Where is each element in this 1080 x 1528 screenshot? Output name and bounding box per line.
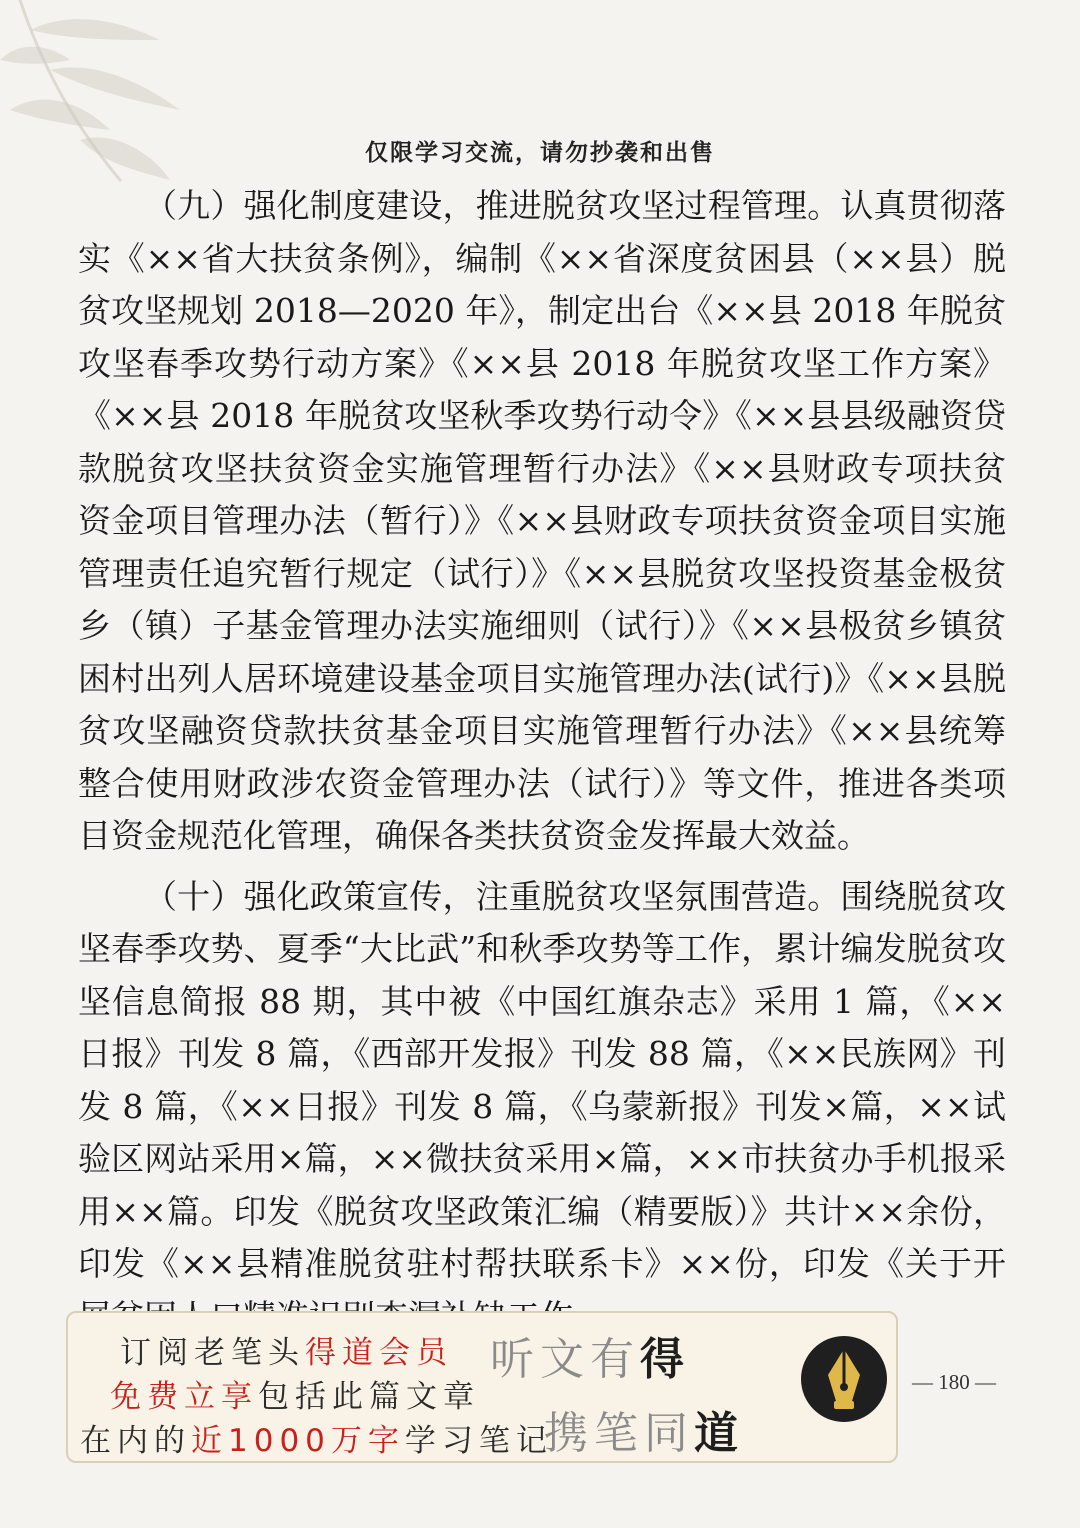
slogan-text: 携笔同 — [544, 1408, 694, 1459]
paragraph-10: （十）强化政策宣传，注重脱贫攻坚氛围营造。围绕脱贫攻坚春季攻势、夏季“大比武”和秋季攻势等工作，累计编发脱贫攻坚信息简报 88 期，其中被《中国红旗杂志》采用 1 篇，《××日报》刊发 8 篇，《西部开发报》刊发 88 篇，《××民族网》刊发 8 篇，《××日报》刊发 8 篇，《乌蒙新报》刊发×篇，××试验区网站采用×篇，××微扶贫采用×篇，××市扶贫办手机报采用××篇。印发《脱贫攻坚政策汇编（精要版）》共计××余份，印发《××县精准脱贫驻村帮扶联系卡》××份，印发《关于开 — [78, 876, 1006, 1283]
banner-slogan-2 — [544, 1397, 744, 1461]
banner-line-3 — [80, 1415, 553, 1460]
subscription-banner[interactable] — [66, 1311, 898, 1463]
slogan-char: 道 — [694, 1408, 744, 1459]
banner-line-2 — [110, 1371, 480, 1416]
banner-line-1 — [120, 1327, 453, 1372]
banner-slogan-1 — [490, 1323, 690, 1387]
banner-highlight: 得道会员 — [305, 1335, 453, 1371]
banner-highlight: 免费立享 — [110, 1379, 258, 1415]
slogan-char: 得 — [640, 1334, 690, 1385]
slogan-text: 听文有 — [490, 1334, 640, 1385]
banner-highlight: 近1000万字 — [191, 1423, 405, 1459]
page-number: — 180 — — [904, 1370, 1004, 1395]
watermark-header: 仅限学习交流，请勿抄袭和出售 — [365, 140, 715, 166]
banner-text: 在内的 — [80, 1423, 191, 1459]
pen-nib-icon — [800, 1335, 888, 1423]
banner-text: 包括此篇文章 — [258, 1379, 480, 1415]
banner-text: 订阅老笔头 — [120, 1335, 305, 1371]
banner-text: 学习笔记 — [404, 1423, 553, 1459]
document-body — [78, 180, 1006, 1343]
paragraph-9: （九）强化制度建设，推进脱贫攻坚过程管理。认真贯彻落实《××省大扶贫条例》，编制《××省深度贫困县（××县）脱贫攻坚规划 2018—2020 年》，制定出台《××县 2018 年脱贫攻坚春季攻势行动方案》《××县 2018 年脱贫攻坚工作方案》《××县 2018 年脱贫攻坚秋季攻势行动令》《××县县级融资贷款脱贫攻坚扶贫资金实施管理暂行办法》《××县财政专项扶贫资金项目管理办法（暂行）》《××县财政专项扶贫资金项目实施管理责任追究暂行规定（试行）》《××县脱贫攻坚投资基金极贫乡（镇）子基金管理办法实施细则（试行）》《××县极贫乡镇贫困村出列人居环境建设基金项目实施管理办法(试行)》《××县脱贫攻坚融资贷款扶贫基金项目实施管理暂行办法》《××县统筹整合使用财政涉农资金管理办法（试行）》等文件，推进各类项目资金规范化管理，确保各类扶贫资金发挥最大效益。 — [78, 186, 1006, 855]
